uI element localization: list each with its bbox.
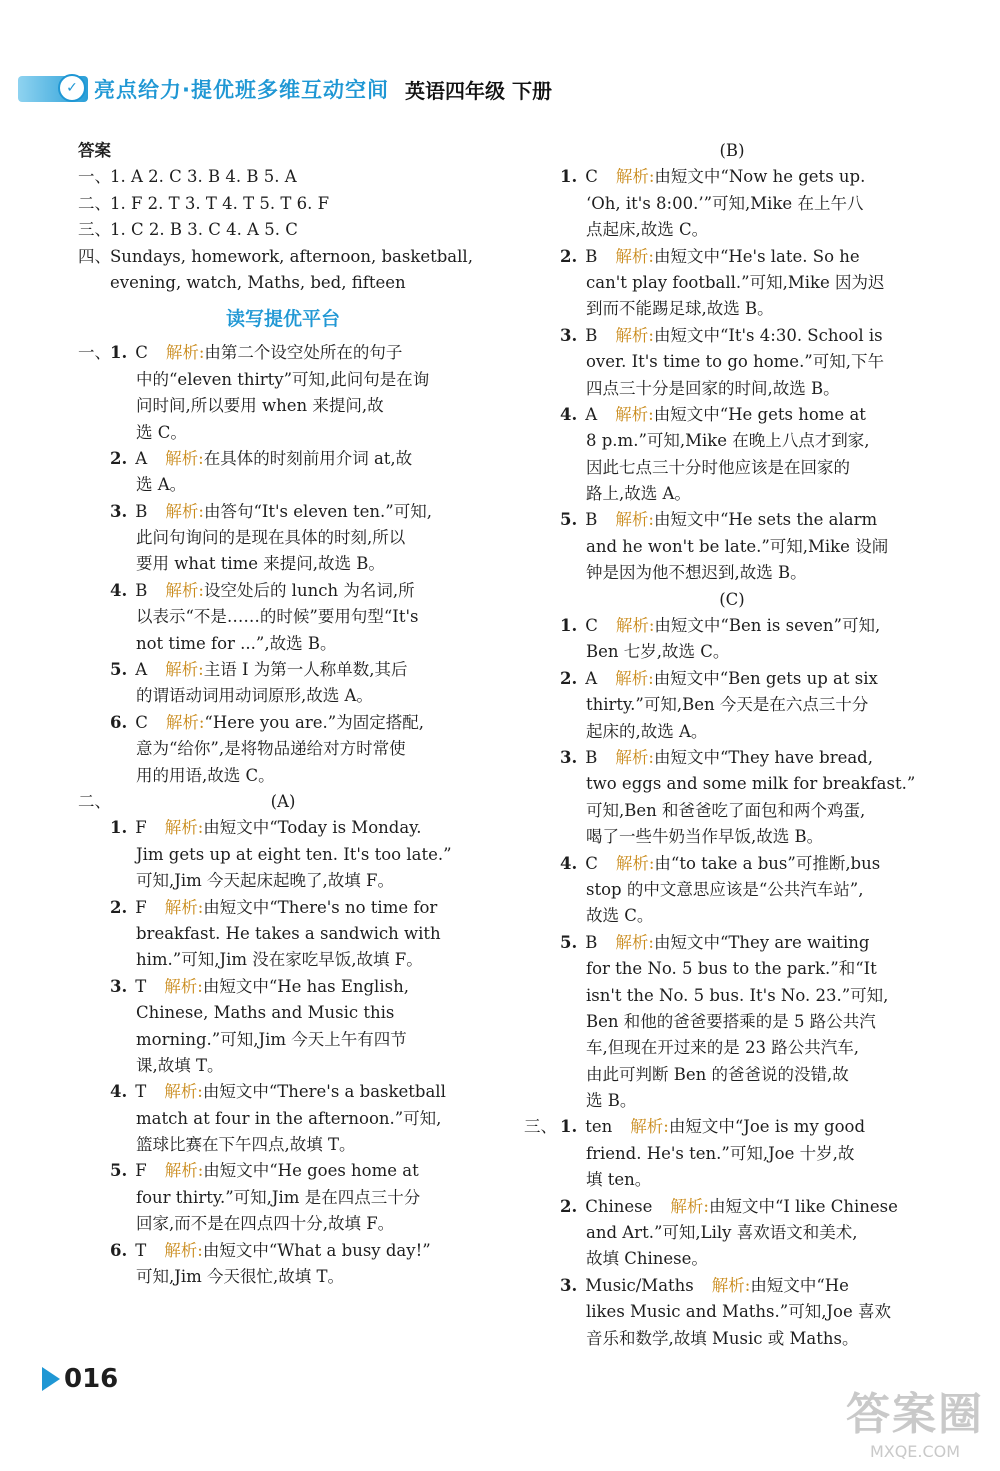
item-number: 4. xyxy=(560,853,578,873)
analysis-label: 解析: xyxy=(164,1082,203,1102)
page-header xyxy=(18,74,638,104)
left-column xyxy=(78,138,488,1290)
answer-line xyxy=(528,1088,936,1114)
analysis-label: 解析: xyxy=(165,660,204,680)
text-line: 由此可判断 Ben 的爸爸说的没错,故 xyxy=(586,1064,849,1084)
item-number: 3. xyxy=(560,325,578,345)
answer-line xyxy=(528,507,936,533)
text-line: 车,但现在开过来的是 23 路公共汽车, xyxy=(586,1038,859,1058)
text-line: ‘Oh, it's 8:00.’”可知,Mike 在上午八 xyxy=(586,193,864,213)
answer-line xyxy=(528,956,936,982)
answer-line xyxy=(528,719,936,745)
text-line: 故填 Chinese。 xyxy=(586,1249,708,1269)
answer-line xyxy=(528,138,936,164)
text-line: 篮球比赛在下午四点,故填 T。 xyxy=(136,1135,356,1155)
answer-line xyxy=(528,349,936,375)
answer-item xyxy=(560,930,869,956)
answer-item xyxy=(560,745,873,771)
watermark-title: 答案圈 xyxy=(846,1389,984,1440)
answer-line xyxy=(78,1264,488,1290)
answer-line xyxy=(78,138,488,164)
item-answer: B xyxy=(135,580,148,600)
answer-line xyxy=(78,472,488,498)
text-line: and he won't be late.”可知,Mike 设闹 xyxy=(586,536,889,556)
answer-line xyxy=(528,1035,936,1061)
text-line: thirty.”可知,Ben 今天是在六点三十分 xyxy=(586,695,869,715)
part-heading: (C) xyxy=(719,589,745,609)
text-line: 路上,故选 A。 xyxy=(586,484,691,504)
section-prefix: 一、 xyxy=(78,343,111,363)
answer-line xyxy=(528,1246,936,1272)
item-text: 由短文中“Now he gets up. xyxy=(654,167,866,187)
text-line: Ben 和他的爸爸要搭乘的是 5 路公共汽 xyxy=(586,1011,876,1031)
answer-line xyxy=(78,164,488,190)
text-line: 四点三十分是回家的时间,故选 B。 xyxy=(586,378,840,398)
text-line: Chinese, Maths and Music this xyxy=(136,1003,395,1023)
answer-line xyxy=(528,217,936,243)
answer-line xyxy=(528,824,936,850)
text-line: 选 B。 xyxy=(586,1091,637,1111)
item-answer: F xyxy=(135,1161,147,1181)
text-line: four thirty.”可知,Jim 是在四点三十分 xyxy=(136,1187,421,1207)
item-answer: C xyxy=(135,343,148,363)
text-line: 课,故填 T。 xyxy=(136,1055,224,1075)
answer-item xyxy=(560,244,860,270)
item-text: 由短文中“There's a basketball xyxy=(202,1082,446,1102)
answer-item xyxy=(560,613,880,639)
answer-line xyxy=(78,1211,488,1237)
answer-line xyxy=(528,1062,936,1088)
answer-line xyxy=(528,613,936,639)
item-text: 由短文中“It's 4:30. School is xyxy=(653,325,883,345)
answer-line xyxy=(528,323,936,349)
item-number: 6. xyxy=(110,712,128,732)
section-prefix: 二、 xyxy=(78,791,111,811)
item-number: 4. xyxy=(110,1082,128,1102)
item-number: 1. xyxy=(110,818,128,838)
item-text: 由短文中“He gets home at xyxy=(653,404,866,424)
item-text: 由短文中“He goes home at xyxy=(203,1161,419,1181)
text-line: 答案 xyxy=(78,141,111,160)
item-number: 3. xyxy=(110,976,128,996)
text-line: 1. F 2. T 3. T 4. T 5. T 6. F xyxy=(110,193,330,213)
analysis-label: 解析: xyxy=(615,246,654,266)
item-text: 由短文中“I like Chinese xyxy=(708,1196,898,1216)
text-line: 8 p.m.”可知,Mike 在晚上八点才到家, xyxy=(586,431,870,451)
analysis-label: 解析: xyxy=(164,1161,204,1181)
right-column xyxy=(524,138,936,1352)
item-number: 1. xyxy=(560,1117,578,1137)
item-number: 3. xyxy=(110,501,128,521)
page-number: 016 xyxy=(64,1364,119,1394)
text-line: 因此七点三十分时他应该是在回家的 xyxy=(586,457,850,477)
analysis-label: 解析: xyxy=(165,448,204,468)
answer-line xyxy=(78,921,488,947)
item-answer: A xyxy=(135,448,148,468)
answer-line xyxy=(78,340,488,366)
answer-item xyxy=(560,1273,849,1299)
answer-line xyxy=(528,164,936,190)
answer-line xyxy=(78,1000,488,1026)
answer-line xyxy=(528,244,936,270)
item-text: 由答句“It's eleven ten.”可知, xyxy=(203,501,432,521)
analysis-label: 解析: xyxy=(164,976,203,996)
analysis-label: 解析: xyxy=(630,1117,669,1137)
item-answer: C xyxy=(585,853,598,873)
section-prefix: 二、 xyxy=(78,193,111,213)
text-line: 要用 what time 来提问,故选 B。 xyxy=(136,554,385,574)
text-line: isn't the No. 5 bus. It's No. 23.”可知, xyxy=(586,985,889,1005)
answer-line xyxy=(78,1106,488,1132)
item-number: 5. xyxy=(560,510,578,530)
answer-item xyxy=(110,1158,419,1184)
answer-line xyxy=(528,481,936,507)
answer-item xyxy=(110,1238,431,1264)
answer-line xyxy=(78,367,488,393)
text-line: 用的用语,故选 C。 xyxy=(136,765,275,785)
text-line: 音乐和数学,故填 Music 或 Maths。 xyxy=(586,1328,859,1348)
answer-line xyxy=(528,1326,936,1352)
answer-line xyxy=(78,1238,488,1264)
answer-line xyxy=(78,710,488,736)
text-line: 意为“给你”,是将物品递给对方时常使 xyxy=(136,739,406,759)
item-answer: ten xyxy=(585,1117,613,1137)
item-number: 3. xyxy=(560,1275,578,1295)
text-line: match at four in the afternoon.”可知, xyxy=(136,1108,442,1128)
item-text: 由短文中“He sets the alarm xyxy=(653,510,878,530)
text-line: Ben 七岁,故选 C。 xyxy=(586,642,730,662)
item-text: 由短文中“He's late. So he xyxy=(653,246,860,266)
answer-item xyxy=(560,1114,865,1140)
answer-line xyxy=(78,446,488,472)
answer-line xyxy=(528,560,936,586)
section-prefix: 三、 xyxy=(78,220,111,240)
section-prefix: 一、 xyxy=(78,167,111,187)
answer-line xyxy=(528,428,936,454)
item-answer: C xyxy=(585,616,598,636)
text-line: evening, watch, Maths, bed, fifteen xyxy=(110,272,406,292)
answer-line xyxy=(78,499,488,525)
item-answer: T xyxy=(135,1082,147,1102)
answer-line xyxy=(528,587,936,613)
brand-logo-icon: ✓ xyxy=(58,74,86,102)
item-answer: B xyxy=(585,747,598,767)
text-line: 问时间,所以要用 when 来提问,故 xyxy=(136,396,384,416)
item-text: 由短文中“Ben is seven”可知, xyxy=(654,616,881,636)
analysis-label: 解析: xyxy=(615,747,654,767)
answer-line xyxy=(528,930,936,956)
item-answer: T xyxy=(135,1240,147,1260)
answer-line xyxy=(528,745,936,771)
answer-line xyxy=(528,1009,936,1035)
item-answer: A xyxy=(135,660,148,680)
page-footer xyxy=(42,1364,118,1394)
item-number: 2. xyxy=(560,668,578,688)
analysis-label: 解析: xyxy=(165,501,204,521)
answer-item xyxy=(110,815,422,841)
answer-item xyxy=(110,1079,446,1105)
answer-line xyxy=(528,666,936,692)
analysis-label: 解析: xyxy=(164,897,204,917)
item-answer: A xyxy=(585,668,598,688)
item-number: 2. xyxy=(110,448,128,468)
answer-line xyxy=(78,736,488,762)
text-line: 选 A。 xyxy=(136,475,187,495)
answer-item xyxy=(560,402,866,428)
text-line: 可知,Jim 今天起床起晚了,故填 F。 xyxy=(136,871,394,891)
answer-line xyxy=(78,604,488,630)
item-number: 1. xyxy=(110,343,128,363)
item-text: 主语 I 为第一人称单数,其后 xyxy=(203,660,408,680)
answer-item xyxy=(560,164,865,190)
answer-line xyxy=(78,947,488,973)
analysis-label: 解析: xyxy=(615,510,654,530)
answer-line xyxy=(78,895,488,921)
answer-line xyxy=(78,1027,488,1053)
answer-line xyxy=(78,1185,488,1211)
item-number: 4. xyxy=(110,580,128,600)
analysis-label: 解析: xyxy=(165,343,205,363)
answer-line xyxy=(528,1141,936,1167)
answer-line xyxy=(78,683,488,709)
answer-line xyxy=(78,842,488,868)
answer-line xyxy=(528,771,936,797)
analysis-label: 解析: xyxy=(615,404,654,424)
answer-item xyxy=(110,578,415,604)
item-text: 设空处后的 lunch 为名词,所 xyxy=(203,580,415,600)
answer-line xyxy=(528,376,936,402)
answer-line xyxy=(78,631,488,657)
item-text: 由短文中“They are waiting xyxy=(653,932,870,952)
text-line: can't play football.”可知,Mike 因为迟 xyxy=(586,272,885,292)
text-line: morning.”可知,Jim 今天上午有四节 xyxy=(136,1029,407,1049)
answer-line xyxy=(528,983,936,1009)
answer-line xyxy=(78,1132,488,1158)
answer-line xyxy=(78,191,488,217)
item-text: 在具体的时刻前用介词 at,故 xyxy=(203,448,413,468)
item-answer: C xyxy=(585,167,598,187)
answer-line xyxy=(528,191,936,217)
item-number: 4. xyxy=(560,404,578,424)
answer-line xyxy=(524,1114,936,1140)
brand-title: 亮点给力·提优班多维互动空间 xyxy=(94,78,389,102)
item-answer: B xyxy=(585,325,598,345)
text-line: 中的“eleven thirty”可知,此问句是在询 xyxy=(136,369,430,389)
answer-line xyxy=(78,1079,488,1105)
item-answer: F xyxy=(135,818,147,838)
item-text: 由短文中“Today is Monday. xyxy=(203,818,422,838)
text-line: 到而不能踢足球,故选 B。 xyxy=(586,299,774,319)
section-prefix: 三、 xyxy=(524,1117,557,1137)
analysis-label: 解析: xyxy=(670,1196,709,1216)
text-line: 1. A 2. C 3. B 4. B 5. A xyxy=(110,167,297,187)
text-line: 填 ten。 xyxy=(586,1170,652,1190)
answer-line xyxy=(528,877,936,903)
answer-line xyxy=(78,393,488,419)
watermark-url: MXQE.COM xyxy=(869,1442,961,1461)
answer-line xyxy=(78,789,488,815)
item-text: 由短文中“Joe is my good xyxy=(668,1117,866,1137)
text-line: Jim gets up at eight ten. It's too late.” xyxy=(136,844,452,864)
answer-line xyxy=(528,270,936,296)
answer-item xyxy=(110,446,412,472)
item-text: 由第二个设空处所在的句子 xyxy=(204,343,403,363)
text-line: 故选 C。 xyxy=(586,906,654,926)
answer-item xyxy=(560,1194,898,1220)
answer-line xyxy=(78,1158,488,1184)
item-text: 由短文中“What a busy day!” xyxy=(202,1240,431,1260)
answer-item xyxy=(110,895,437,921)
answer-line xyxy=(78,525,488,551)
watermark xyxy=(846,1378,984,1461)
text-line: likes Music and Maths.”可知,Joe 喜欢 xyxy=(586,1302,891,1322)
item-number: 3. xyxy=(560,747,578,767)
item-text: 由短文中“He has English, xyxy=(202,976,409,996)
answer-item xyxy=(560,323,883,349)
answer-line xyxy=(528,534,936,560)
text-line: 1. C 2. B 3. C 4. A 5. C xyxy=(110,220,298,240)
item-answer: B xyxy=(585,932,598,952)
analysis-label: 解析: xyxy=(615,167,655,187)
item-answer: B xyxy=(585,246,598,266)
text-line: him.”可知,Jim 没在家吃早饭,故填 F。 xyxy=(136,950,423,970)
answer-line xyxy=(528,1194,936,1220)
analysis-label: 解析: xyxy=(615,932,654,952)
item-answer: T xyxy=(135,976,147,996)
grade-title: 英语四年级 下册 xyxy=(404,78,552,103)
item-text: 由短文中“Ben gets up at six xyxy=(653,668,878,688)
answer-line xyxy=(78,815,488,841)
answer-line xyxy=(78,551,488,577)
text-line: not time for ...”,故选 B。 xyxy=(136,633,337,653)
header-bar xyxy=(18,76,88,102)
text-line: 以表示“不是……的时候”要用句型“It's xyxy=(136,607,419,627)
item-text: 由“to take a bus”可推断,bus xyxy=(654,853,881,873)
item-answer: B xyxy=(135,501,148,521)
analysis-label: 解析: xyxy=(711,1275,751,1295)
answer-line xyxy=(528,296,936,322)
item-answer: C xyxy=(135,712,148,732)
part-heading: (B) xyxy=(719,141,745,160)
answer-line xyxy=(528,851,936,877)
item-answer: A xyxy=(585,404,598,424)
analysis-label: 解析: xyxy=(164,818,204,838)
answer-line xyxy=(528,1273,936,1299)
section-title: 读写提优平台 xyxy=(225,308,340,331)
text-line: stop 的中文意思应该是“公共汽车站”, xyxy=(586,879,864,899)
text-line: for the No. 5 bus to the park.”和“It xyxy=(586,959,877,979)
text-line: 可知,Ben 和爸爸吃了面包和两个鸡蛋, xyxy=(586,800,866,820)
analysis-label: 解析: xyxy=(165,580,204,600)
answer-line xyxy=(78,270,488,296)
item-answer: F xyxy=(135,897,147,917)
section-prefix: 四、 xyxy=(78,246,111,266)
analysis-label: 解析: xyxy=(615,668,654,688)
item-number: 2. xyxy=(560,1196,578,1216)
answer-line xyxy=(78,420,488,446)
text-line: 钟是因为他不想迟到,故选 B。 xyxy=(586,563,807,583)
page-arrow-icon xyxy=(42,1367,60,1391)
item-number: 5. xyxy=(110,660,128,680)
answer-line xyxy=(528,402,936,428)
text-line: 可知,Jim 今天很忙,故填 T。 xyxy=(136,1267,345,1287)
analysis-label: 解析: xyxy=(615,853,655,873)
part-heading: (A) xyxy=(270,791,296,811)
answer-line xyxy=(528,692,936,718)
text-line: 点起床,故选 C。 xyxy=(586,220,709,240)
item-number: 2. xyxy=(110,897,128,917)
answer-line xyxy=(78,868,488,894)
text-line: Sundays, homework, afternoon, basketball, xyxy=(110,246,473,266)
text-line: friend. He's ten.”可知,Joe 十岁,故 xyxy=(586,1143,855,1163)
answer-line xyxy=(78,244,488,270)
answer-line xyxy=(528,639,936,665)
answer-item xyxy=(560,507,877,533)
answer-line xyxy=(528,798,936,824)
answer-line xyxy=(78,657,488,683)
answer-item xyxy=(110,340,402,366)
answer-line xyxy=(78,217,488,243)
answer-line xyxy=(78,763,488,789)
item-text: “Here you are.”为固定搭配, xyxy=(204,712,424,732)
item-text: 由短文中“They have bread, xyxy=(653,747,873,767)
answer-line xyxy=(78,578,488,604)
answer-line xyxy=(528,903,936,929)
answer-item xyxy=(560,666,878,692)
item-number: 5. xyxy=(110,1161,128,1181)
item-number: 2. xyxy=(560,246,578,266)
answer-line xyxy=(528,1167,936,1193)
item-number: 1. xyxy=(560,616,578,636)
item-answer: B xyxy=(585,510,598,530)
item-number: 1. xyxy=(560,167,578,187)
text-line: 喝了一些牛奶当作早饭,故选 B。 xyxy=(586,827,824,847)
answer-item xyxy=(110,974,409,1000)
analysis-label: 解析: xyxy=(164,1240,203,1260)
item-text: 由短文中“He xyxy=(750,1275,849,1295)
answer-line xyxy=(78,1053,488,1079)
text-line: 选 C。 xyxy=(136,422,187,442)
item-answer: Chinese xyxy=(585,1196,653,1216)
analysis-label: 解析: xyxy=(165,712,205,732)
text-line: 此问句询问的是现在具体的时刻,所以 xyxy=(136,528,406,548)
item-text: 由短文中“There's no time for xyxy=(203,897,438,917)
text-line: 回家,而不是在四点四十分,故填 F。 xyxy=(136,1214,395,1234)
text-line: breakfast. He takes a sandwich with xyxy=(136,923,441,943)
answer-line xyxy=(78,974,488,1000)
item-number: 6. xyxy=(110,1240,128,1260)
text-line: and Art.”可知,Lily 喜欢语文和美术, xyxy=(586,1223,858,1243)
answer-line xyxy=(528,1299,936,1325)
answer-item xyxy=(560,851,880,877)
answer-item xyxy=(110,657,407,683)
text-line: 起床的,故选 A。 xyxy=(586,721,708,741)
text-line: over. It's time to go home.”可知,下午 xyxy=(586,352,884,372)
answer-item xyxy=(110,499,432,525)
analysis-label: 解析: xyxy=(615,616,655,636)
item-answer: Music/Maths xyxy=(585,1275,694,1295)
text-line: two eggs and some milk for breakfast.” xyxy=(586,774,916,794)
answer-item xyxy=(110,710,424,736)
analysis-label: 解析: xyxy=(615,325,654,345)
item-number: 5. xyxy=(560,932,578,952)
answer-line xyxy=(528,455,936,481)
text-line: 的谓语动词用动词原形,故选 A。 xyxy=(136,686,373,706)
answer-line xyxy=(528,1220,936,1246)
